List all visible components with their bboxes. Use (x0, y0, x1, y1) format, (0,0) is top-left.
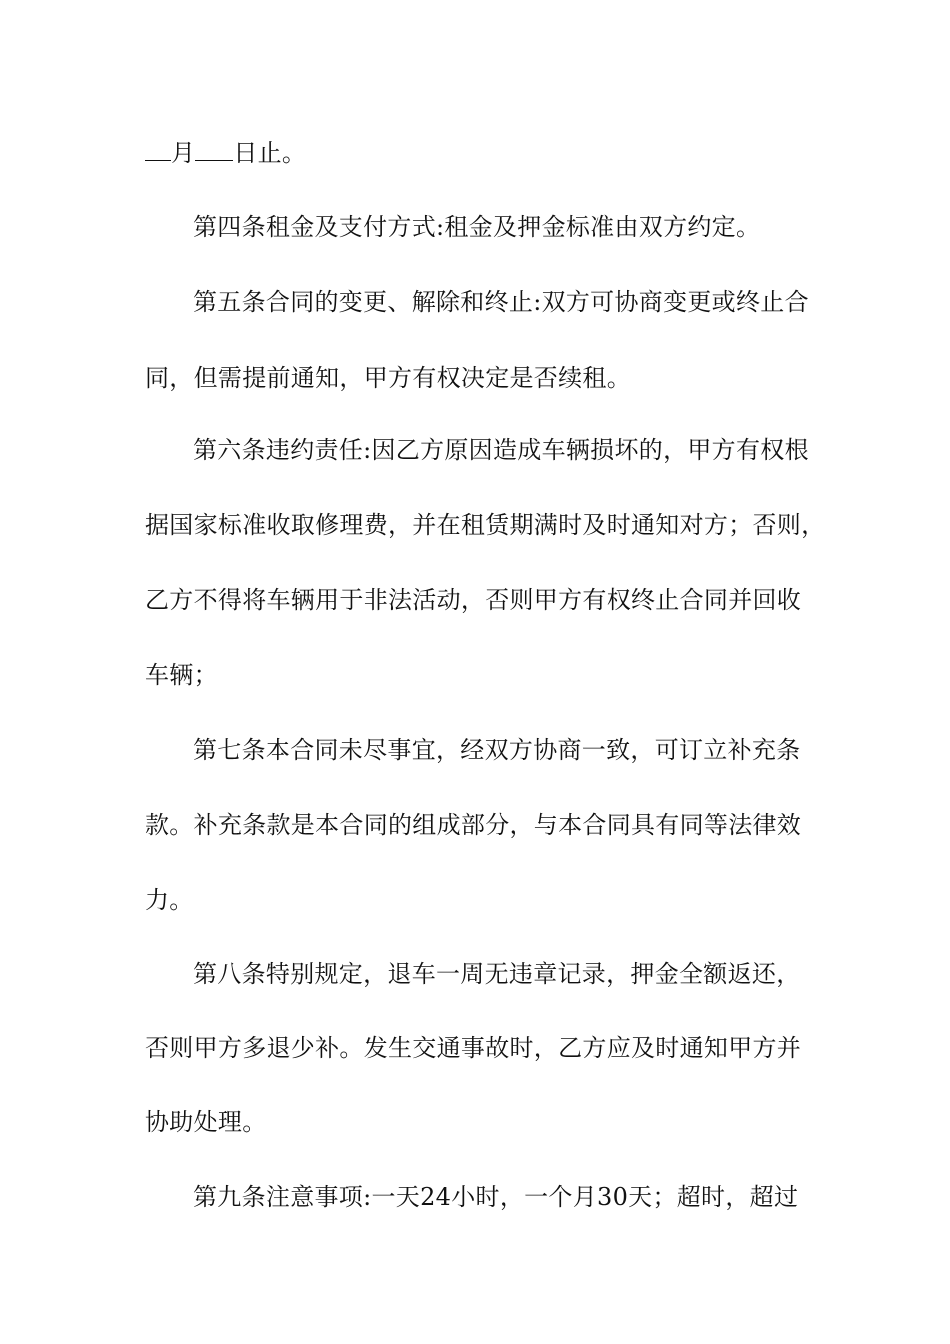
day-end-text: 日止。 (233, 139, 307, 167)
article-8-line-3: 协助处理。 (145, 1108, 267, 1136)
article-8-line-1: 第八条特别规定，退车一周无违章记录，押金全额返还， (193, 960, 801, 988)
article-8-line-2: 否则甲方多退少补。发生交通事故时，乙方应及时通知甲方并 (145, 1034, 802, 1062)
article-5-line-1: 第五条合同的变更、解除和终止:双方可协商变更或终止合 (193, 288, 809, 316)
article-6-line-4: 车辆； (145, 661, 218, 689)
article-5-line-2: 同，但需提前通知，甲方有权决定是否续租。 (145, 364, 631, 392)
article-6-line-3: 乙方不得将车辆用于非法活动，否则甲方有权终止合同并回收 (145, 586, 802, 614)
month-text: 月 (171, 139, 196, 167)
article-6-line-1: 第六条违约责任:因乙方原因造成车辆损坏的，甲方有权根 (193, 436, 809, 464)
article-9-line-1: 第九条注意事项:一天24小时，一个月30天；超时，超过 (193, 1183, 799, 1211)
article-7-line-2: 款。补充条款是本合同的组成部分，与本合同具有同等法律效 (145, 811, 802, 839)
article-7-line-1: 第七条本合同未尽事宜，经双方协商一致，可订立补充条 (193, 736, 801, 764)
article-4: 第四条租金及支付方式:租金及押金标准由双方约定。 (193, 213, 761, 241)
article-6-line-2: 据国家标准收取修理费，并在租赁期满时及时通知对方；否则， (145, 511, 826, 539)
blank-line (145, 138, 171, 161)
document-line-1 (145, 138, 306, 168)
blank-line (195, 138, 233, 161)
article-7-line-3: 力。 (145, 886, 194, 914)
